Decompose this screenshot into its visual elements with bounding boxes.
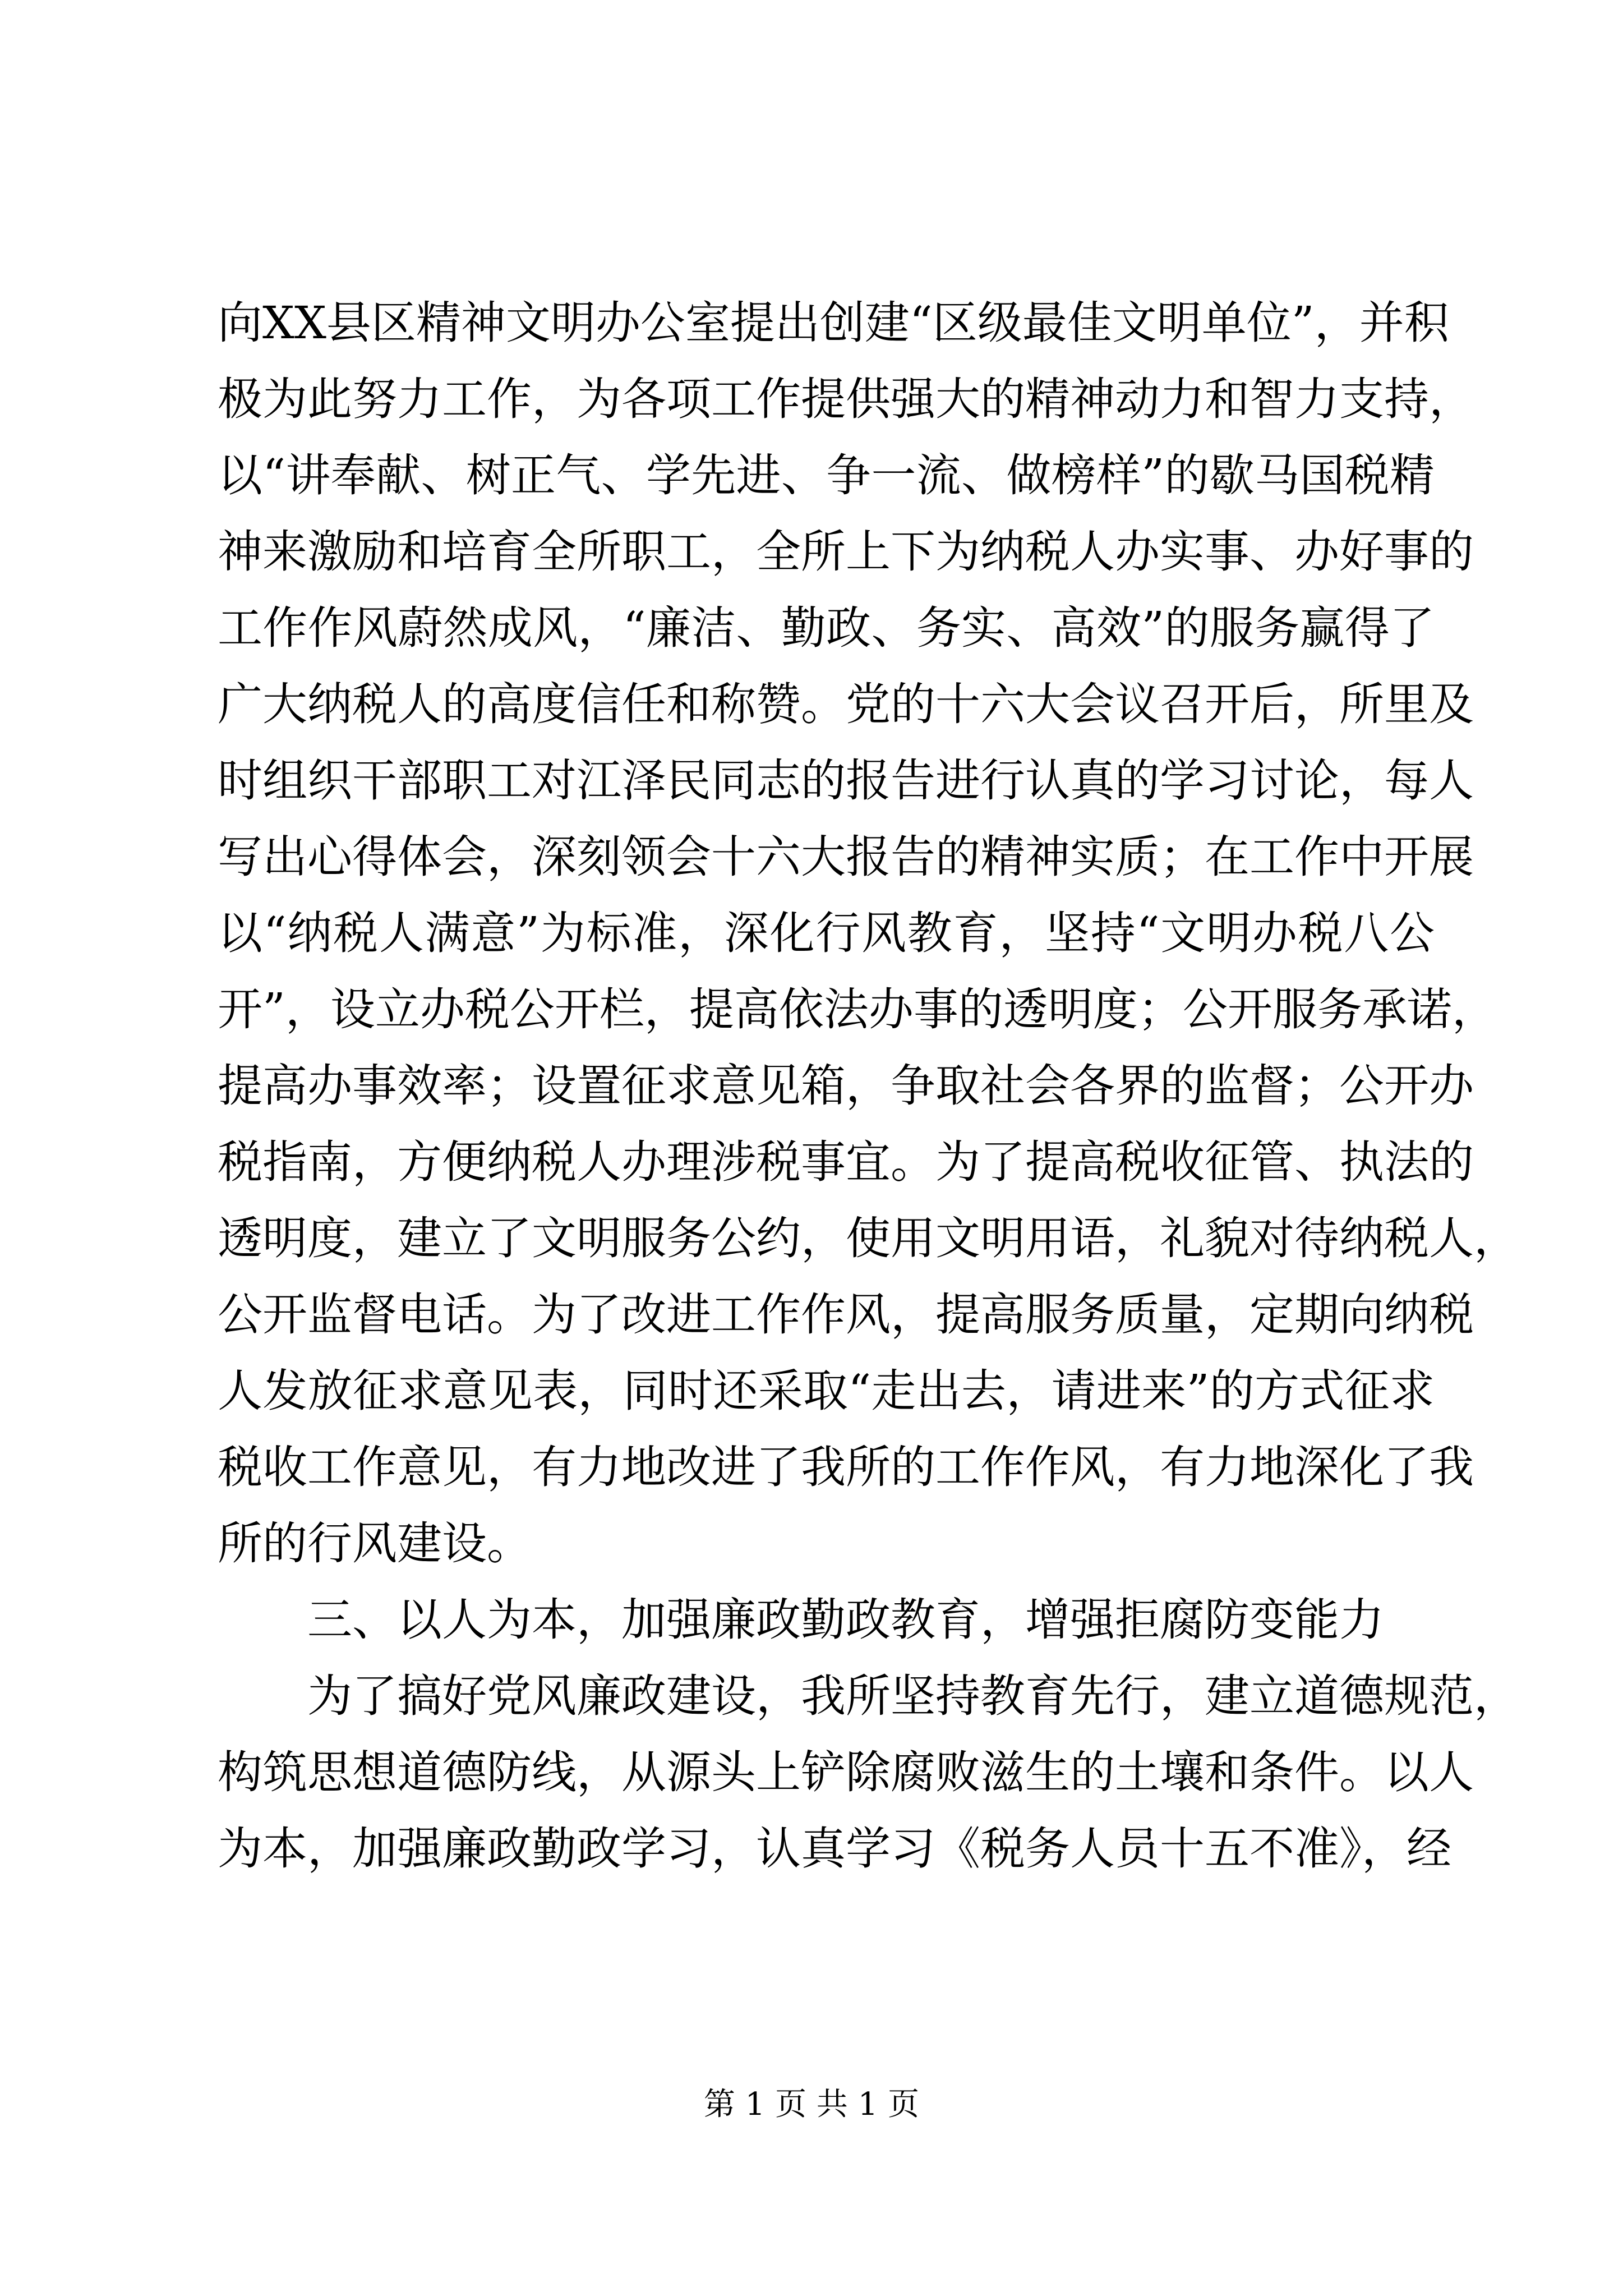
document-body xyxy=(218,285,1519,1887)
paragraph-line: 所的行风建设。 xyxy=(218,1517,532,1570)
paragraph-line: 人发放征求意见表，同时还采取“走出去，请进来”的方式征求 xyxy=(218,1365,1435,1417)
paragraph-line: 税收工作意见，有力地改进了我所的工作作风，有力地深化了我 xyxy=(218,1441,1474,1493)
paragraph-line: 工作作风蔚然成风，“廉洁、勤政、务实、高效”的服务赢得了 xyxy=(218,602,1435,654)
paragraph-line: 以“讲奉献、树正气、学先进、争一流、做榜样”的歇马国税精 xyxy=(218,449,1435,501)
paragraph-line: 写出心得体会，深刻领会十六大报告的精神实质；在工作中开展 xyxy=(218,831,1474,883)
paragraph-line: 向XX县区精神文明办公室提出创建“区级最佳文明单位”，并积 xyxy=(218,297,1449,349)
paragraph-line: 以“纳税人满意”为标准，深化行风教育，坚持“文明办税八公 xyxy=(218,907,1435,959)
paragraph-line: 开”，设立办税公开栏，提高依法办事的透明度；公开服务承诺， xyxy=(218,983,1497,1036)
paragraph-line: 透明度，建立了文明服务公约，使用文明用语，礼貌对待纳税人， xyxy=(218,1212,1519,1264)
paragraph-line: 神来激励和培育全所职工，全所上下为纳税人办实事、办好事的 xyxy=(218,526,1474,578)
paragraph-line: 时组织干部职工对江泽民同志的报告进行认真的学习讨论，每人 xyxy=(218,754,1474,807)
paragraph-line: 极为此努力工作，为各项工作提供强大的精神动力和智力支持， xyxy=(218,373,1474,425)
paragraph-line: 公开监督电话。为了改进工作作风，提高服务质量，定期向纳税 xyxy=(218,1289,1474,1341)
paragraph-line: 为了搞好党风廉政建设，我所坚持教育先行，建立道德规范， xyxy=(307,1670,1519,1722)
section-heading: 三、以人为本，加强廉政勤政教育，增强拒腐防变能力 xyxy=(307,1594,1384,1646)
paragraph-line: 广大纳税人的高度信任和称赞。党的十六大会议召开后，所里及 xyxy=(218,678,1474,730)
paragraph-line: 提高办事效率；设置征求意见箱，争取社会各界的监督；公开办 xyxy=(218,1060,1474,1112)
paragraph-line: 为本，加强廉政勤政学习，认真学习《税务人员十五不准》，经 xyxy=(218,1823,1451,1875)
paragraph-line: 税指南，方便纳税人办理涉税事宜。为了提高税收征管、执法的 xyxy=(218,1136,1474,1188)
paragraph-line: 构筑思想道德防线，从源头上铲除腐败滋生的土壤和条件。以人 xyxy=(218,1746,1474,1798)
page-number-footer: 第 1 页 共 1 页 xyxy=(703,2086,920,2123)
